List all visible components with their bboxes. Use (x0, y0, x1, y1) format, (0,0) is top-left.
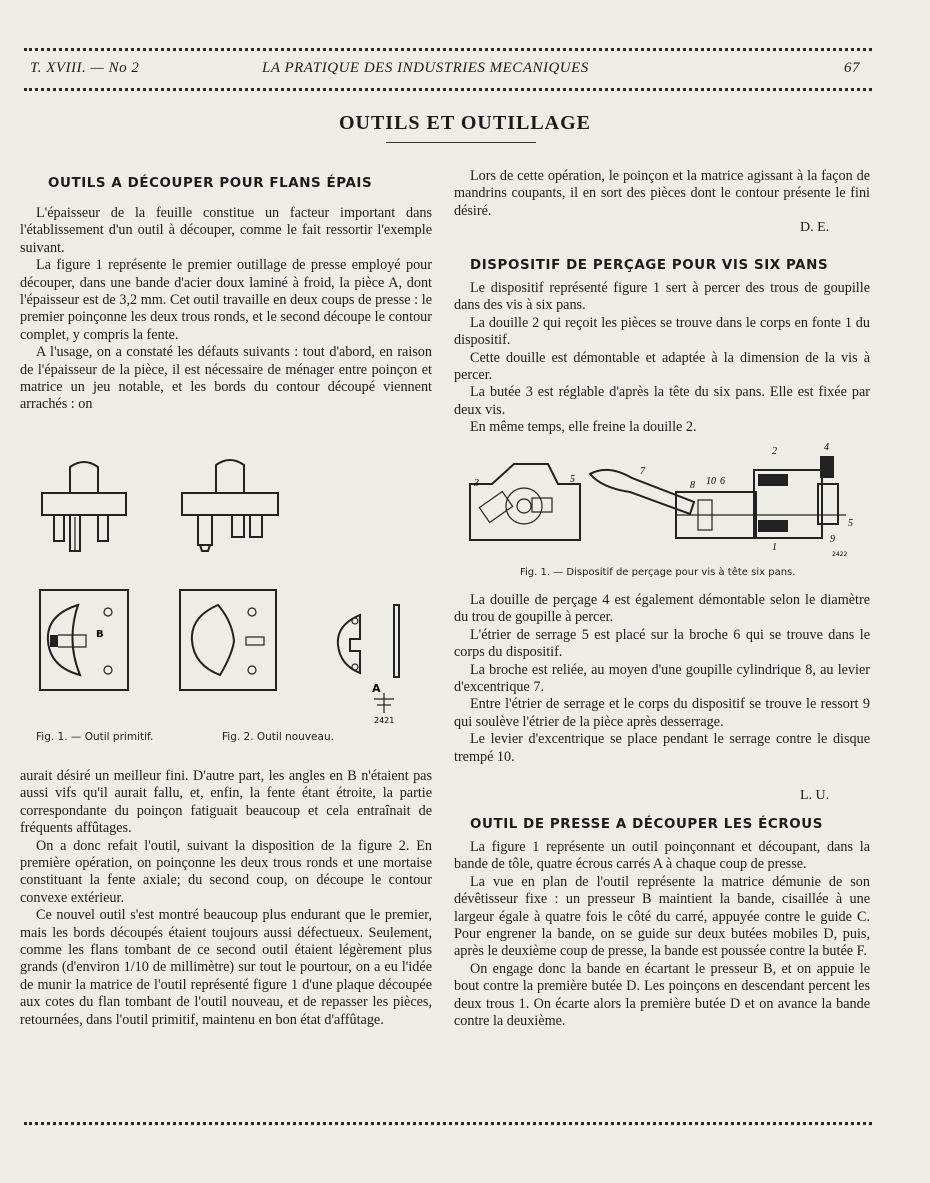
label-a: A (372, 682, 381, 695)
paragraph: aurait désiré un meilleur fini. D'autre part, les angles en B n'étaient pas aussi vifs qu'il aurait fallu, et, enfin, la fente étant étroite, la partie correspondante du poinçon fatiguait beaucoup et cela entraînait de fréquents affûtages. (20, 768, 432, 837)
signature-de: D. E. (800, 220, 830, 235)
journal-title: LA PRATIQUE DES INDUSTRIES MECANIQUES (262, 60, 589, 76)
article3-title: OUTIL DE PRESSE A DÉCOUPER LES ÉCROUS (470, 817, 823, 832)
fig1-caption: Fig. 1. — Outil primitif. (36, 731, 154, 743)
figure-number: 2422 (832, 551, 848, 558)
paragraph: Lors de cette opération, le poinçon et la matrice agissant à la façon de mandrins coupants, il en sort des pièces dont le contour présente le fini désiré. (454, 168, 870, 219)
paragraph: Le levier d'excentrique se place pendant le serrage contre le disque trempé 10. (454, 731, 870, 765)
part-label: 1 (772, 542, 777, 553)
piece-a-drawing (338, 605, 399, 677)
section-title: OUTILS ET OUTILLAGE (338, 112, 592, 134)
part-label: 2 (772, 446, 777, 457)
part-label: 10 (706, 476, 716, 487)
paragraph: La vue en plan de l'outil représente la matrice démunie de son dévêtisseur fixe : un presseur B maintient la bande, cisaillée à une largeur égale à quatre fois le côté du carré, appuyée contre le guide C. Pour engrener la bande, on se guide sur deux butées mobiles D, puis, après le deuxième coup de presse, la bande est poussée contre la butée F. (454, 873, 870, 960)
part-label: 7 (640, 466, 645, 477)
punch-tool-figure (22, 455, 442, 725)
part-label: 8 (690, 480, 695, 491)
paragraph: La figure 1 représente le premier outillage de presse employé pour découper, dans une bande d'acier doux laminé à froid, la pièce A, dont l'épaisseur est de 3,2 mm. Cet outil travaille en deux coups de presse : le premier poinçonne les deux trous ronds, et le second découpe le contour complet, y compris la fente. (20, 257, 432, 343)
drilling-jig-figure (462, 444, 862, 564)
paragraph: L'étrier de serrage 5 est placé sur la broche 6 qui se trouve dans le corps du dispositif. (454, 626, 870, 661)
fig2-caption: Fig. 2. Outil nouveau. (222, 731, 334, 743)
paragraph: Entre l'étrier de serrage et le corps du dispositif se trouve le ressort 9 qui soulève l'étrier de la pièce après desserrage. (454, 696, 870, 730)
title-underline (386, 142, 536, 143)
paragraph: A l'usage, on a constaté les défauts suivants : tout d'abord, en raison de l'épaisseur de la pièce, il est nécessaire de ménager entre poinçon et matrice un jeu notable, et les bords du contour découpé viennent arrachés : on (20, 344, 432, 413)
part-label: 9 (830, 534, 835, 545)
part-label: 5 (848, 518, 853, 529)
article2-continuation (454, 592, 870, 766)
article3-body (454, 839, 870, 1030)
paragraph: Ce nouvel outil s'est montré beaucoup plus endurant que le premier, mais les bords découpés étaient toujours aussi défectueux. Seulement, comme les flans tombant de ce second outil étaient légèrement plus grands (d'environ 1/10 de millimètre) sur tout le pourtour, on a eu l'idée de munir la matrice de l'outil représenté figure 1 d'une plaque découpée aux cotes du flan tombant de l'outil nouveau, et de repasser les pièces, retournées, dans l'outil primitif, maintenu en bon état d'affûtage. (20, 907, 432, 1028)
header-dotted-rule (24, 88, 872, 91)
jig-labels (473, 442, 853, 553)
article2-title: DISPOSITIF DE PERÇAGE POUR VIS SIX PANS (470, 258, 829, 273)
figure-number: 2421 (374, 716, 395, 725)
paragraph: La douille de perçage 4 est également démontable selon le diamètre du trou de goupille à percer. (454, 592, 870, 626)
fig2-die-plate (180, 590, 276, 690)
signature-lu: L. U. (800, 788, 830, 803)
volume-number: T. XVIII. — No 2 (30, 60, 140, 76)
paragraph: La figure 1 représente un outil poinçonnant et découpant, dans la bande de tôle, quatre écrous carrés A à chaque coup de presse. (454, 839, 870, 873)
maker-mark-icon (374, 693, 394, 713)
bottom-dotted-rule (24, 1122, 872, 1125)
article1-body (20, 205, 432, 414)
part-label: 3 (474, 478, 479, 489)
article1-title: OUTILS A DÉCOUPER POUR FLANS ÉPAIS (48, 176, 373, 191)
label-b: B (96, 629, 104, 640)
paragraph: Cette douille est démontable et adaptée à la dimension de la vis à percer. (454, 349, 870, 384)
running-header (30, 60, 860, 80)
part-label: 5 (570, 474, 575, 485)
fig2-punch-drawing (182, 460, 278, 551)
paragraph: L'épaisseur de la feuille constitue un facteur important dans l'établissement d'un outil à découper, comme le fait ressortir l'exemple suivant. (20, 205, 432, 256)
col2-top-text (454, 168, 870, 220)
paragraph: On engage donc la bande en écartant le presseur B, et on appuie le bout contre la première butée D. Les poinçons en descendant percent les deux trous 1. On écarte alors la première butée D et on avance la bande contre la deuxième. (454, 960, 870, 1030)
jig-body-drawing (590, 456, 846, 538)
fig1-punch-drawing (42, 462, 126, 551)
article2-body (454, 280, 870, 437)
article1-continuation (20, 768, 432, 1029)
paragraph: La butée 3 est réglable d'après la tête du six pans. Elle est fixée par deux vis. (454, 384, 870, 418)
paragraph: Le dispositif représenté figure 1 sert à percer des trous de goupille dans des vis à six pans. (454, 280, 870, 314)
part-label: 6 (720, 476, 725, 487)
jig-base-drawing (470, 464, 580, 540)
top-dotted-rule (24, 48, 872, 51)
paragraph: En même temps, elle freine la douille 2. (470, 419, 697, 436)
paragraph: La broche est reliée, au moyen d'une goupille cylindrique 8, au levier d'excentrique 7. (454, 661, 870, 696)
page-number: 67 (844, 60, 860, 76)
paragraph: On a donc refait l'outil, suivant la disposition de la figure 2. En première opération, on poinçonne les deux trous ronds et une mortaise constituant la fente axiale; du second coup, on découpe le contour convexe extérieur. (20, 837, 432, 906)
part-label: 4 (824, 442, 829, 453)
drilling-jig-caption: Fig. 1. — Dispositif de perçage pour vis à tête six pans. (520, 567, 796, 578)
paragraph: La douille 2 qui reçoit les pièces se trouve dans le corps en fonte 1 du dispositif. (454, 314, 870, 349)
fig1-die-plate (40, 590, 128, 690)
